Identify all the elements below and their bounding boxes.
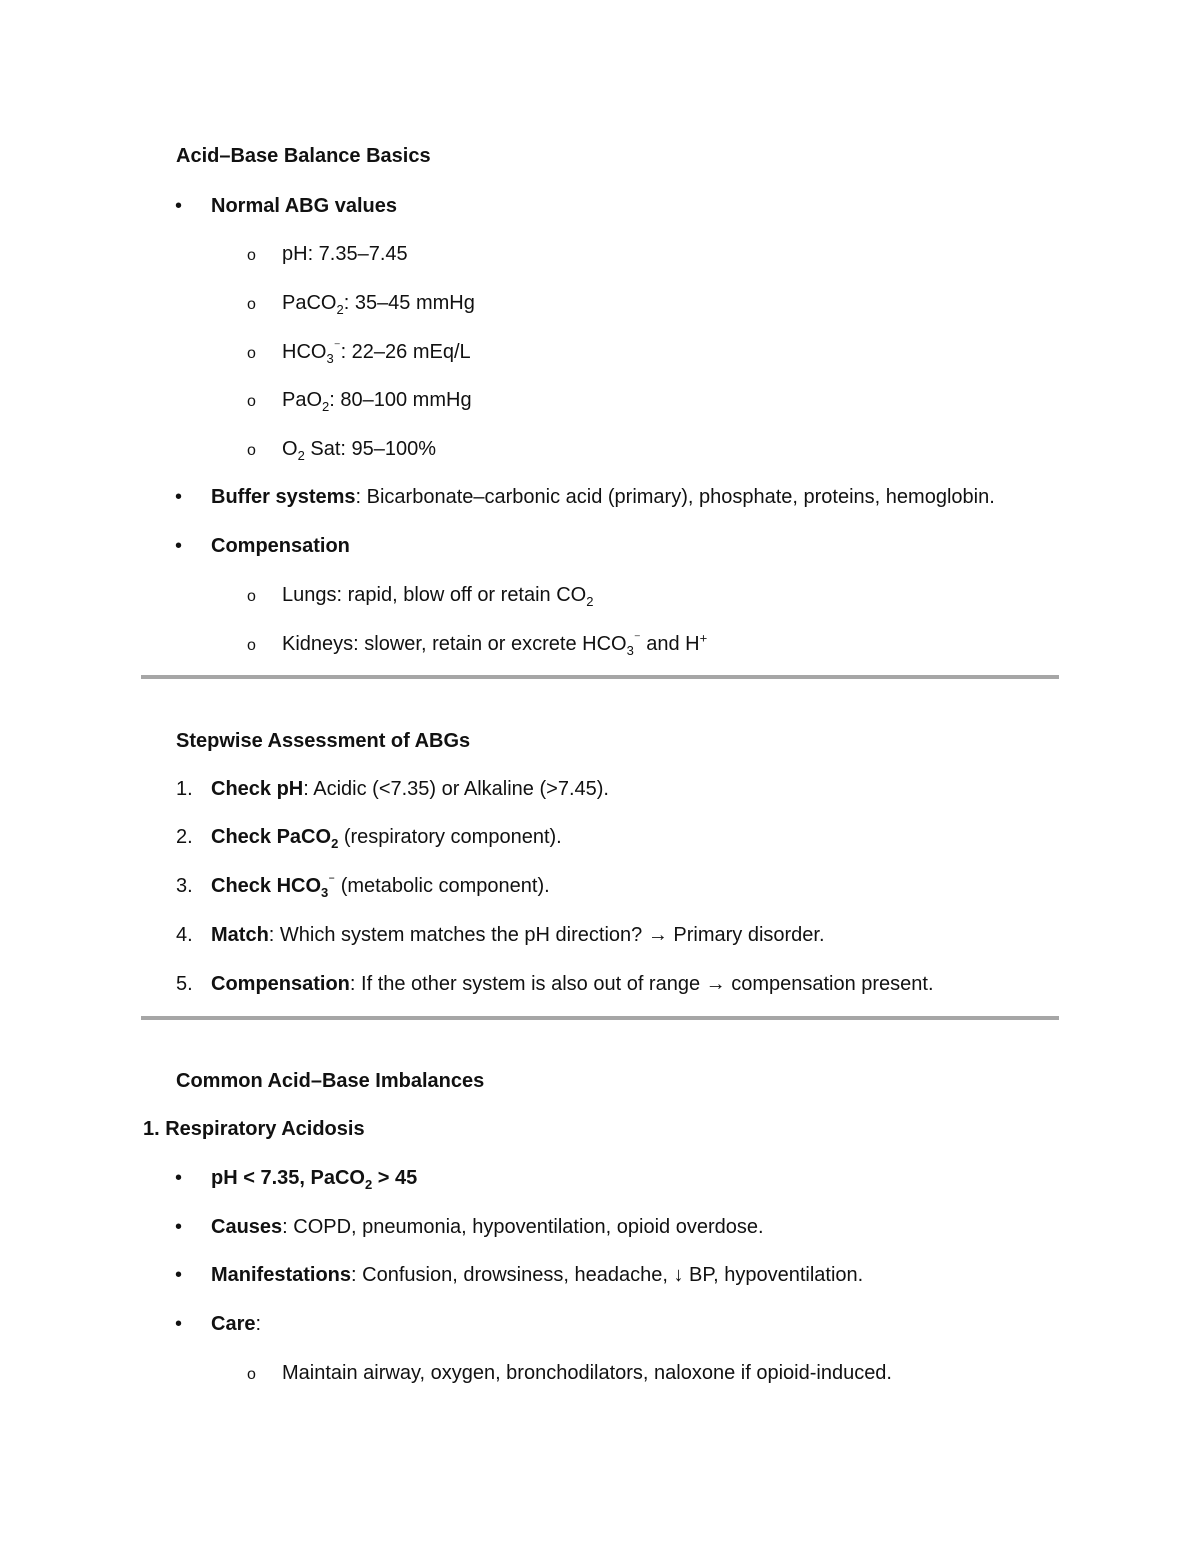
abg-hco3-value: $HCO_3^{^-}$: 22–26 mEq/L bbox=[282, 338, 471, 366]
step-number: 2. bbox=[176, 826, 193, 848]
bullet-disc: • bbox=[175, 1264, 183, 1286]
section-title-imbalances: Common Acid–Base Imbalances bbox=[176, 1070, 485, 1092]
section-title-stepwise: Stepwise Assessment of ABGs bbox=[176, 730, 471, 752]
section-title-acid-base-basics: Acid–Base Balance Basics bbox=[176, 145, 431, 167]
normal-abg-label: Normal ABG values bbox=[211, 195, 397, 217]
compensation-kidneys: Kidneys: slower, retain or excrete $HCO_3^{^-}$ and H+ bbox=[282, 630, 708, 658]
bullet-disc: • bbox=[175, 1167, 183, 1189]
abg-paco2-value: PaCO$_2$: 35–45 mmHg bbox=[282, 292, 475, 317]
resp-acidosis-care: Care: bbox=[211, 1313, 262, 1335]
bullet-circle: o bbox=[247, 393, 256, 410]
abg-o2sat-value: $O_2$ Sat: 95–100% bbox=[282, 438, 437, 463]
resp-acidosis-values: pH < 7.35, PaCO$_2$ > 45 bbox=[211, 1167, 418, 1192]
step-compensation: Compensation: If the other system is also out of range → compensation present. bbox=[211, 973, 934, 995]
resp-acidosis-causes: Causes: COPD, pneumonia, hypoventilation, opioid overdose. bbox=[211, 1216, 764, 1238]
step-number: 4. bbox=[176, 924, 193, 946]
bullet-disc: • bbox=[175, 195, 183, 217]
step-check-ph: Check pH: Acidic (<7.35) or Alkaline (>7.45). bbox=[211, 778, 609, 800]
bullet-disc: • bbox=[175, 1216, 183, 1238]
respiratory-acidosis-title: 1. Respiratory Acidosis bbox=[143, 1118, 365, 1140]
horizontal-rule bbox=[141, 1016, 1059, 1020]
compensation-lungs: Lungs: rapid, blow off or retain $CO_2$ bbox=[282, 584, 594, 609]
bullet-circle: o bbox=[247, 1366, 256, 1383]
bullet-disc: • bbox=[175, 535, 183, 557]
step-check-paco2: Check PaCO$_2$ (respiratory component). bbox=[211, 826, 562, 851]
bullet-disc: • bbox=[175, 486, 183, 508]
compensation-label: Compensation bbox=[211, 535, 350, 557]
buffer-systems-line: Buffer systems: Bicarbonate–carbonic acid (primary), phosphate, proteins, hemoglobin. bbox=[211, 486, 995, 508]
bullet-circle: o bbox=[247, 588, 256, 605]
resp-acidosis-manifestations: Manifestations: Confusion, drowsiness, headache, ↓ BP, hypoventilation. bbox=[211, 1264, 864, 1286]
bullet-circle: o bbox=[247, 345, 256, 362]
resp-acidosis-care-item: Maintain airway, oxygen, bronchodilators, naloxone if opioid-induced. bbox=[282, 1362, 892, 1384]
bullet-circle: o bbox=[247, 442, 256, 459]
step-number: 5. bbox=[176, 973, 193, 995]
horizontal-rule bbox=[141, 675, 1059, 679]
step-check-hco3: Check $HCO_3^{^-}$ (metabolic component). bbox=[211, 872, 550, 900]
bullet-circle: o bbox=[247, 637, 256, 654]
step-match: Match: Which system matches the pH direction? → Primary disorder. bbox=[211, 924, 825, 946]
bullet-circle: o bbox=[247, 247, 256, 264]
bullet-disc: • bbox=[175, 1313, 183, 1335]
abg-ph-value: pH: 7.35–7.45 bbox=[282, 243, 408, 265]
step-number: 3. bbox=[176, 875, 193, 897]
abg-pao2-value: PaO$_2$: 80–100 mmHg bbox=[282, 389, 472, 414]
bullet-circle: o bbox=[247, 296, 256, 313]
step-number: 1. bbox=[176, 778, 193, 800]
